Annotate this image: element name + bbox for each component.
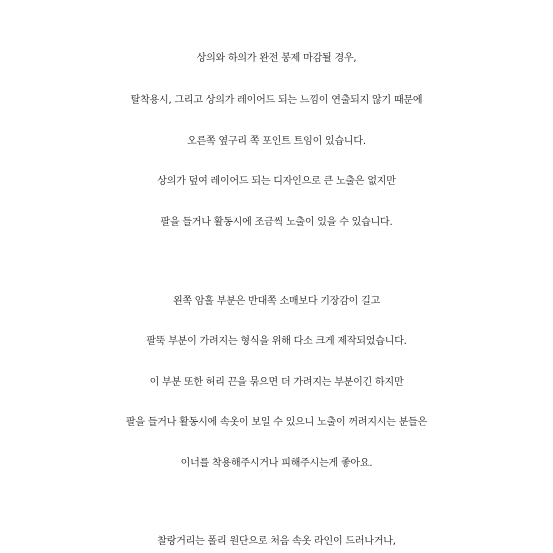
text-line: 오른쪽 옆구리 쪽 포인트 트임이 있습니다. — [187, 136, 366, 147]
text-line: 왼쪽 암홀 부분은 반대쪽 소매보다 기장감이 길고 — [172, 296, 381, 307]
text-line: 팔을 들거나 활동시에 속옷이 보일 수 있으니 노출이 꺼려지시는 분들은 — [125, 417, 428, 428]
text-line: 이 부분 또한 허리 끈을 묶으면 더 가려지는 부분이긴 하지만 — [149, 377, 404, 388]
text-line: 상의가 덮여 레이어드 되는 디자인으로 큰 노출은 없지만 — [157, 176, 396, 187]
text-line: 이너를 착용해주시거나 피해주시는게 좋아요. — [180, 458, 373, 469]
text-line: 상의와 하의가 완전 봉제 마감될 경우, — [196, 53, 357, 64]
text-line: 탈착용시, 그리고 상의가 레이어드 되는 느낌이 연출되지 않기 때문에 — [130, 95, 423, 106]
text-line: 팔을 들거나 활동시에 조금씩 노출이 있을 수 있습니다. — [160, 217, 393, 228]
text-line: 찰랑거리는 폴리 원단으로 처음 속옷 라인이 드러나거나, — [157, 536, 396, 547]
text-line: 팔뚝 부분이 가려지는 형식을 위해 다소 크게 제작되었습니다. — [146, 336, 407, 347]
